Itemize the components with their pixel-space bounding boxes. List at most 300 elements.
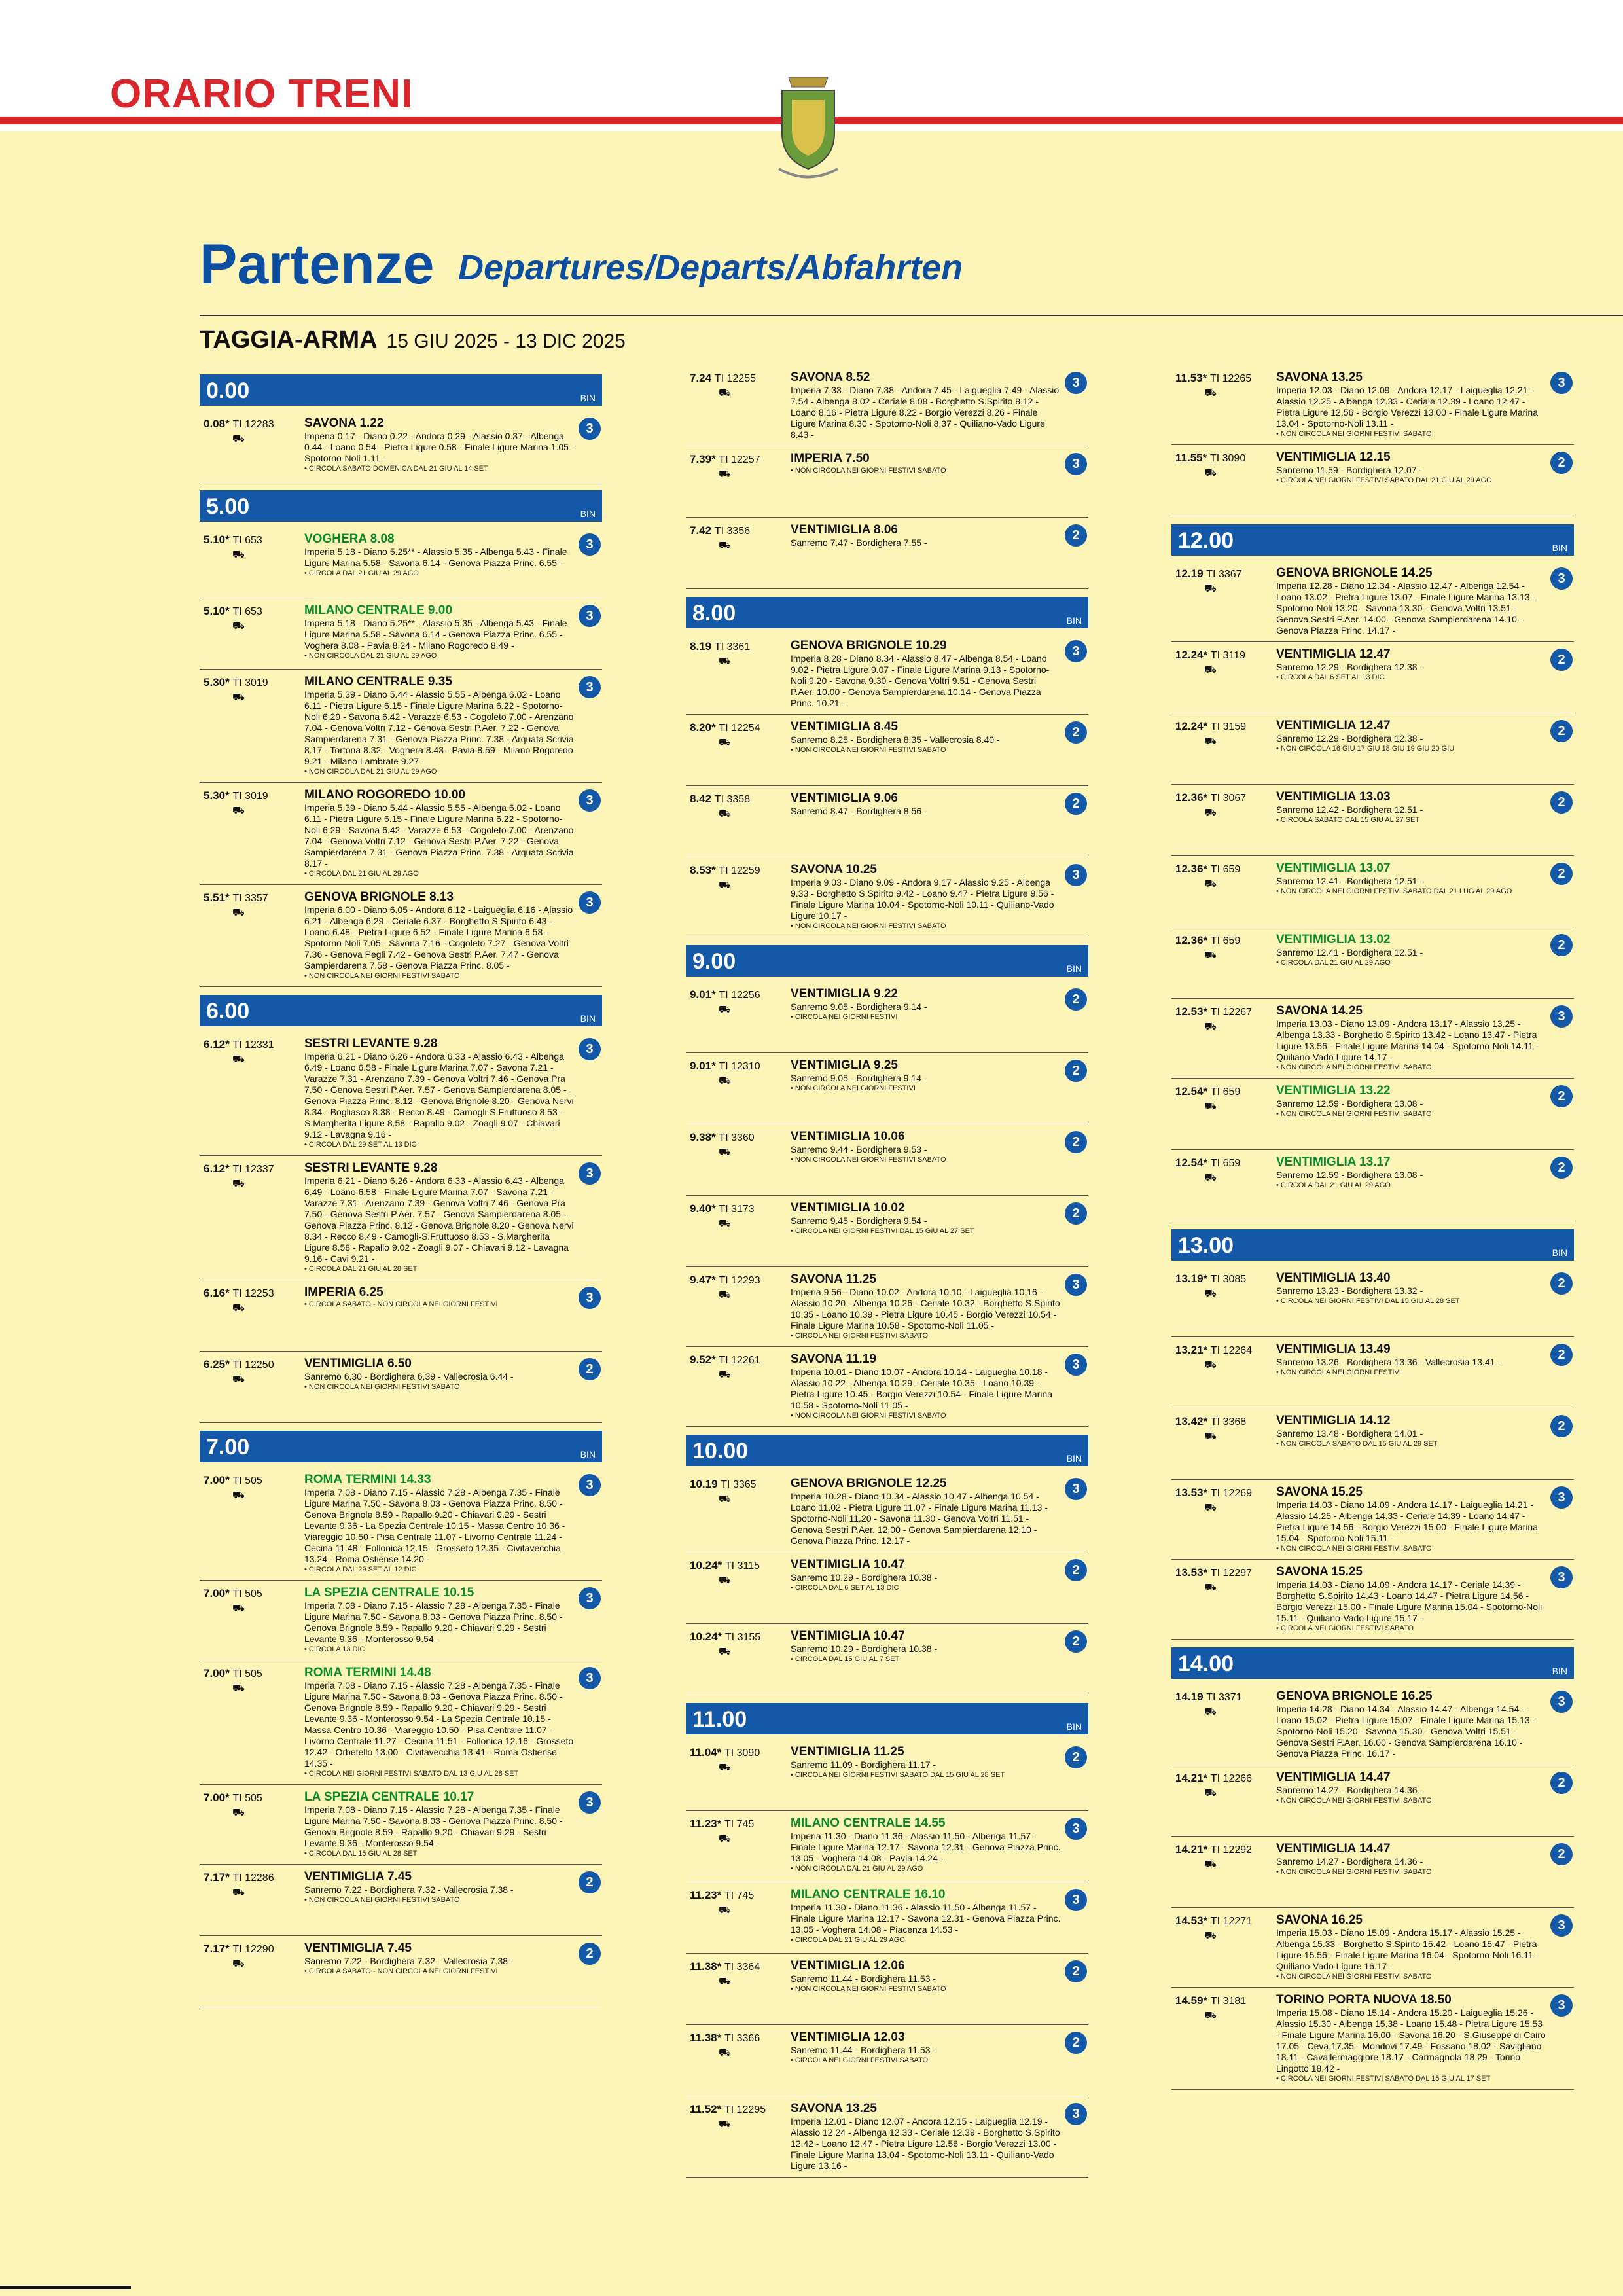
destination: ROMA TERMINI 14.33	[304, 1473, 431, 1486]
intermediate-stops: Sanremo 9.45 - Bordighera 9.54 -	[791, 1215, 927, 1226]
hour-header	[200, 490, 602, 522]
platform-badge: 2	[1065, 1630, 1087, 1653]
train-row	[1171, 1684, 1574, 1765]
train-number: TI 3371	[1206, 1692, 1242, 1703]
time-value: 9.01*	[690, 1060, 716, 1072]
platform-badge: 3	[579, 1287, 601, 1309]
train-category-icon: ⛟	[719, 656, 731, 667]
service-note: • CIRCOLA 13 DIC	[304, 1645, 365, 1653]
train-number: TI 12259	[719, 865, 760, 876]
service-note: • NON CIRCOLA NEI GIORNI FESTIVI SABATO	[1276, 1868, 1432, 1876]
destination: VENTIMIGLIA 12.03	[791, 2030, 905, 2044]
platform-badge: 3	[579, 1667, 601, 1689]
destination: MILANO CENTRALE 9.00	[304, 603, 452, 617]
platform-badge: 2	[1550, 1843, 1573, 1865]
departure-time	[690, 524, 750, 537]
train-number: TI 3090	[1209, 453, 1246, 464]
platform-badge: 3	[1065, 864, 1087, 886]
intermediate-stops: Imperia 9.03 - Diano 9.09 - Andora 9.17 - Alassio 9.25 - Albenga 9.33 - Borghetto S.Spirito 9.42 - Loano 9.47 - Pietra Ligure 9.56 - Finale Ligure Marina 10.04 - Spotorno-Noli 10.11 - Quiliano-Vado Ligure 10.17 -	[791, 877, 1054, 921]
intermediate-stops: Imperia 10.01 - Diano 10.07 - Andora 10.14 - Laigueglia 10.18 - Alassio 10.22 - Albenga 10.29 - Ceriale 10.35 - Loano 10.39 - Pietra Ligure 10.45 - Borgio Verezzi 10.54 - Finale Ligure Marina 10.58 - Spotorno-Noli 11.05 -	[791, 1367, 1052, 1410]
train-row	[686, 1196, 1088, 1267]
platform-column-label: BIN	[1066, 1453, 1082, 1463]
hour-header	[1171, 1647, 1574, 1679]
train-number: TI 12269	[1210, 1488, 1253, 1499]
destination: VENTIMIGLIA 12.47	[1276, 719, 1391, 732]
train-category-icon: ⛟	[232, 1178, 245, 1189]
train-number: TI 659	[1210, 935, 1241, 946]
time-value: 10.24*	[690, 1630, 722, 1643]
platform-badge: 3	[579, 418, 601, 440]
intermediate-stops: Sanremo 6.30 - Bordighera 6.39 - Vallecrosia 6.44 -	[304, 1371, 514, 1382]
destination: VENTIMIGLIA 11.25	[791, 1745, 904, 1759]
destination: VENTIMIGLIA 10.47	[791, 1558, 905, 1571]
platform-badge: 2	[1065, 721, 1087, 744]
train-number: TI 12256	[719, 990, 760, 1001]
departure-time	[1175, 720, 1246, 733]
platform-badge: 2	[1065, 1960, 1087, 1982]
intermediate-stops: Imperia 6.00 - Diano 6.05 - Andora 6.12 - Laigueglia 6.16 - Alassio 6.21 - Albenga 6.29 - Ceriale 6.37 - Borghetto S.Spirito 6.43 - Loano 6.48 - Pietra Ligure 6.52 - Finale Ligure Marina 6.58 - Spotorno-Noli 7.05 - Savona 7.16 - Cogoleto 7.27 - Genova Voltri 7.36 - Genova Pegli 7.42 - Genova Sestri P.Aer. 7.47 - Genova Sampierdarena 7.58 - Genova Piazza Princ. 8.05 -	[304, 905, 573, 971]
intermediate-stops: Sanremo 12.41 - Bordighera 12.51 -	[1276, 876, 1423, 886]
departure-time	[690, 864, 760, 877]
destination: VENTIMIGLIA 13.17	[1276, 1155, 1391, 1169]
platform-badge: 3	[1550, 1691, 1573, 1713]
hour-label: 7.00	[206, 1435, 250, 1460]
train-category-icon: ⛟	[719, 1004, 731, 1015]
train-row	[686, 1471, 1088, 1552]
train-row	[1171, 642, 1574, 713]
intermediate-stops: Sanremo 9.44 - Bordighera 9.53 -	[791, 1144, 927, 1155]
departure-time	[1175, 1772, 1252, 1785]
train-number: TI 3090	[724, 1748, 760, 1759]
time-value: 5.10*	[204, 533, 230, 546]
train-row	[1171, 785, 1574, 856]
time-value: 12.36*	[1175, 791, 1208, 804]
platform-column-label: BIN	[1552, 1247, 1567, 1258]
train-number: TI 12253	[232, 1288, 274, 1299]
time-value: 12.54*	[1175, 1157, 1208, 1169]
service-note: • NON CIRCOLA DAL 21 GIU AL 29 AGO	[304, 652, 437, 660]
departure-time	[1175, 791, 1246, 804]
platform-badge: 3	[579, 676, 601, 698]
train-number: TI 659	[1210, 1086, 1241, 1098]
time-value: 9.47*	[690, 1274, 716, 1286]
intermediate-stops: Sanremo 8.25 - Bordighera 8.35 - Vallecrosia 8.40 -	[791, 734, 1000, 745]
platform-badge: 3	[1550, 567, 1573, 590]
platform-badge: 3	[579, 605, 601, 627]
hour-header	[686, 1435, 1088, 1466]
platform-badge: 2	[1550, 1415, 1573, 1437]
train-row	[1171, 445, 1574, 516]
departure-time	[690, 640, 750, 653]
platform-column-label: BIN	[580, 1013, 596, 1024]
platform-badge: 3	[1550, 1005, 1573, 1028]
departure-time	[690, 1960, 760, 1973]
destination: SAVONA 16.25	[1276, 1913, 1363, 1927]
train-category-icon: ⛟	[719, 737, 731, 748]
time-value: 7.00*	[204, 1667, 230, 1679]
departure-time	[690, 1202, 755, 1215]
train-row	[200, 527, 602, 598]
train-number: TI 3085	[1210, 1274, 1247, 1285]
train-number: TI 12250	[232, 1359, 274, 1371]
train-category-icon: ⛟	[719, 1289, 731, 1300]
service-note: • CIRCOLA SABATO DAL 15 GIU AL 27 SET	[1276, 816, 1420, 824]
train-number: TI 3115	[724, 1560, 760, 1571]
platform-badge: 3	[1065, 1274, 1087, 1296]
intermediate-stops: Imperia 10.28 - Diano 10.34 - Alassio 10.47 - Albenga 10.54 - Loano 11.02 - Pietra Ligure 11.07 - Finale Ligure Marina 11.13 - Spotorno-Noli 11.20 - Savona 11.30 - Genova Voltri 11.51 - Genova Sestri P.Aer. 12.00 - Genova Sampierdarena 12.10 - Genova Piazza Princ. 12.17 -	[791, 1491, 1048, 1546]
destination: VENTIMIGLIA 6.50	[304, 1357, 412, 1371]
time-value: 9.52*	[690, 1354, 716, 1366]
service-note: • NON CIRCOLA 16 GIU 17 GIU 18 GIU 19 GIU 20 GIU	[1276, 745, 1455, 753]
departure-time	[690, 1354, 760, 1367]
departure-time	[1175, 1691, 1242, 1704]
destination: VENTIMIGLIA 13.03	[1276, 790, 1391, 804]
time-value: 14.19	[1175, 1691, 1204, 1703]
time-value: 11.38*	[690, 2032, 722, 2044]
platform-badge: 2	[1550, 452, 1573, 474]
train-number: TI 3361	[714, 641, 751, 653]
platform-badge: 2	[1065, 1746, 1087, 1768]
platform-badge: 2	[1065, 524, 1087, 547]
time-value: 7.24	[690, 372, 712, 384]
platform-badge: 2	[1550, 863, 1573, 885]
time-value: 12.36*	[1175, 863, 1208, 875]
time-value: 0.08*	[204, 418, 230, 430]
departure-time	[690, 453, 760, 466]
hour-header	[1171, 1229, 1574, 1261]
train-row	[200, 411, 602, 482]
departure-time	[1175, 1914, 1252, 1928]
train-number: TI 505	[232, 1793, 262, 1804]
destination: VENTIMIGLIA 14.47	[1276, 1770, 1391, 1784]
destination: VENTIMIGLIA 12.15	[1276, 450, 1391, 464]
train-category-icon: ⛟	[1204, 1288, 1217, 1299]
platform-badge: 3	[579, 1162, 601, 1185]
train-number: TI 12254	[719, 723, 760, 734]
time-value: 14.21*	[1175, 1843, 1208, 1856]
time-value: 12.36*	[1175, 934, 1208, 946]
platform-badge: 2	[579, 1871, 601, 1893]
destination: VENTIMIGLIA 8.45	[791, 720, 898, 734]
train-row	[200, 1156, 602, 1280]
service-note: • NON CIRCOLA NEI GIORNI FESTIVI SABATO	[791, 1412, 946, 1420]
train-row	[686, 982, 1088, 1053]
intermediate-stops: Sanremo 14.27 - Bordighera 14.36 -	[1276, 1785, 1423, 1795]
train-row	[686, 446, 1088, 518]
train-number: TI 12283	[232, 419, 274, 430]
platform-badge: 3	[1065, 372, 1087, 394]
departure-time	[1175, 372, 1251, 385]
train-row	[686, 1954, 1088, 2025]
hour-label: 0.00	[206, 378, 250, 403]
departure-time	[690, 793, 750, 806]
intermediate-stops: Imperia 12.28 - Diano 12.34 - Alassio 12.47 - Albenga 12.54 - Loano 13.02 - Pietra Ligure 13.07 - Finale Ligure Marina 13.13 - Spotorno-Noli 13.20 - Savona 13.30 - Genova Voltri 13.51 - Genova Sestri P.Aer. 14.00 - Genova Sampierdarena 14.10 - Genova Piazza Princ. 14.17 -	[1276, 581, 1536, 636]
brand-title: ORARIO TRENI	[110, 71, 414, 117]
train-category-icon: ⛟	[1204, 664, 1217, 675]
service-note: • CIRCOLA DAL 29 SET AL 12 DIC	[304, 1566, 417, 1573]
train-number: TI 3019	[232, 677, 268, 689]
time-value: 13.53*	[1175, 1486, 1208, 1499]
train-row	[686, 365, 1088, 446]
destination: VENTIMIGLIA 14.12	[1276, 1414, 1391, 1427]
time-value: 7.39*	[690, 453, 716, 465]
platform-badge: 3	[579, 1587, 601, 1609]
train-row	[686, 1347, 1088, 1427]
train-number: TI 3357	[232, 893, 268, 904]
intermediate-stops: Imperia 11.30 - Diano 11.36 - Alassio 11.50 - Albenga 11.57 - Finale Ligure Marina 12.17 - Savona 12.31 - Genova Piazza Princ. 13.05 - Voghera 14.08 - Pavia 14.24 -	[791, 1831, 1061, 1863]
intermediate-stops: Imperia 7.08 - Diano 7.15 - Alassio 7.28 - Albenga 7.35 - Finale Ligure Marina 7.50 - Savona 8.03 - Genova Piazza Princ. 8.50 - Genova Brignole 8.59 - Rapallo 9.20 - Chiavari 9.29 - Sestri Levante 9.36 - Monterosso 9.54 -	[304, 1600, 563, 1644]
service-note: • NON CIRCOLA NEI GIORNI FESTIVI SABATO	[304, 1896, 460, 1904]
intermediate-stops: Sanremo 8.47 - Bordighera 8.56 -	[791, 806, 927, 816]
train-number: TI 3364	[724, 1962, 760, 1973]
train-category-icon: ⛟	[1204, 1787, 1217, 1799]
intermediate-stops: Sanremo 9.05 - Bordighera 9.14 -	[791, 1073, 927, 1083]
time-value: 11.38*	[690, 1960, 722, 1973]
train-category-icon: ⛟	[719, 1646, 731, 1657]
train-number: TI 3360	[719, 1132, 755, 1143]
intermediate-stops: Imperia 7.08 - Diano 7.15 - Alassio 7.28 - Albenga 7.35 - Finale Ligure Marina 7.50 - Savona 8.03 - Genova Piazza Princ. 8.50 - Genova Brignole 8.59 - Rapallo 9.20 - Chiavari 9.29 - Sestri Levante 9.36 - Monterosso 9.54 - La Spezia Centrale 10.15 - Massa Centro 10.36 - Viareggio 10.50 - Pisa Centrale 11.07 - Livorno Centrale 11.27 - Cecina 11.51 - Follonica 12.16 - Grosseto 12.42 - Orbetello 13.00 - Civitavecchia 13.41 - Roma Ostiense 14.35 -	[304, 1680, 574, 1768]
destination: MILANO CENTRALE 14.55	[791, 1816, 946, 1830]
intermediate-stops: Imperia 11.30 - Diano 11.36 - Alassio 11.50 - Albenga 11.57 - Finale Ligure Marina 12.17 - Savona 12.31 - Genova Piazza Princ. 13.05 - Voghera 14.08 - Piacenza 14.53 -	[791, 1902, 1061, 1935]
service-note: • CIRCOLA NEI GIORNI FESTIVI SABATO DAL 21 GIU AL 29 AGO	[1276, 476, 1492, 484]
time-value: 13.21*	[1175, 1344, 1208, 1356]
service-note: • NON CIRCOLA NEI GIORNI FESTIVI SABATO	[1276, 1973, 1432, 1981]
train-category-icon: ⛟	[232, 1302, 245, 1314]
train-row	[686, 2025, 1088, 2096]
time-value: 8.19	[690, 640, 712, 653]
service-note: • NON CIRCOLA NEI GIORNI FESTIVI SABATO	[1276, 1064, 1432, 1071]
platform-badge: 3	[1065, 1354, 1087, 1376]
train-row	[686, 1624, 1088, 1695]
service-note: • NON CIRCOLA NEI GIORNI FESTIVI	[1276, 1369, 1401, 1376]
destination: GENOVA BRIGNOLE 16.25	[1276, 1689, 1433, 1703]
train-row	[200, 1467, 602, 1581]
time-value: 8.53*	[690, 864, 716, 876]
platform-badge: 2	[1065, 1060, 1087, 1082]
train-category-icon: ⛟	[719, 1762, 731, 1773]
train-row	[686, 857, 1088, 937]
platform-badge: 3	[1550, 1486, 1573, 1509]
service-note: • NON CIRCOLA NEI GIORNI FESTIVI SABATO	[1276, 1545, 1432, 1552]
train-number: TI 653	[232, 535, 262, 546]
service-note: • NON CIRCOLA NEI GIORNI FESTIVI SABATO	[304, 1383, 460, 1391]
time-value: 6.12*	[204, 1162, 230, 1175]
destination: SAVONA 14.25	[1276, 1004, 1363, 1018]
service-note: • NON CIRCOLA NEI GIORNI FESTIVI SABATO	[1276, 1110, 1432, 1118]
hour-label: 5.00	[206, 494, 250, 519]
train-category-icon: ⛟	[1204, 1101, 1217, 1112]
platform-column-label: BIN	[1066, 615, 1082, 626]
destination: GENOVA BRIGNOLE 10.29	[791, 639, 947, 653]
platform-badge: 2	[1550, 720, 1573, 742]
destination: GENOVA BRIGNOLE 8.13	[304, 890, 454, 904]
service-note: • CIRCOLA SABATO - NON CIRCOLA NEI GIORNI FESTIVI	[304, 1967, 498, 1975]
service-note: • NON CIRCOLA NEI GIORNI FESTIVI SABATO	[791, 746, 946, 754]
platform-badge: 2	[1550, 1157, 1573, 1179]
time-value: 7.00*	[204, 1587, 230, 1600]
train-row	[686, 1267, 1088, 1347]
train-row	[200, 1031, 602, 1156]
page-subtitle: Departures/Departs/Abfahrten	[458, 248, 963, 287]
station-name: TAGGIA-ARMA	[200, 326, 378, 353]
destination: SAVONA 13.25	[1276, 370, 1363, 384]
departure-time	[204, 1162, 274, 1175]
hour-label: 13.00	[1178, 1233, 1234, 1258]
destination: VENTIMIGLIA 10.06	[791, 1130, 905, 1143]
intermediate-stops: Sanremo 7.47 - Bordighera 7.55 -	[791, 537, 927, 548]
time-value: 11.04*	[690, 1746, 722, 1759]
train-category-icon: ⛟	[719, 1833, 731, 1844]
train-category-icon: ⛟	[719, 1494, 731, 1505]
platform-badge: 2	[1550, 649, 1573, 671]
service-note: • NON CIRCOLA DAL 21 GIU AL 29 AGO	[791, 1865, 923, 1873]
train-row	[1171, 713, 1574, 785]
service-note: • CIRCOLA SABATO - NON CIRCOLA NEI GIORNI FESTIVI	[304, 1300, 498, 1308]
platform-badge: 3	[1065, 1478, 1087, 1500]
service-note: • CIRCOLA NEI GIORNI FESTIVI DAL 15 GIU AL 28 SET	[1276, 1297, 1460, 1305]
train-row	[686, 1053, 1088, 1124]
time-value: 7.17*	[204, 1871, 230, 1884]
intermediate-stops: Sanremo 12.41 - Bordighera 12.51 -	[1276, 947, 1423, 958]
train-row	[1171, 1480, 1574, 1560]
train-number: TI 659	[1210, 864, 1241, 875]
train-category-icon: ⛟	[232, 1490, 245, 1501]
platform-badge: 2	[1550, 934, 1573, 956]
train-category-icon: ⛟	[232, 1807, 245, 1818]
service-note: • CIRCOLA DAL 21 GIU AL 29 AGO	[304, 870, 419, 878]
train-row	[686, 634, 1088, 715]
train-row	[686, 786, 1088, 857]
platform-badge: 2	[1550, 1085, 1573, 1107]
time-value: 9.38*	[690, 1131, 716, 1143]
platform-column-label: BIN	[1552, 1666, 1567, 1676]
time-value: 10.19	[690, 1478, 718, 1490]
time-value: 6.16*	[204, 1287, 230, 1299]
intermediate-stops: Imperia 7.08 - Diano 7.15 - Alassio 7.28 - Albenga 7.35 - Finale Ligure Marina 7.50 - Savona 8.03 - Genova Piazza Princ. 8.50 - Genova Brignole 8.59 - Rapallo 9.20 - Chiavari 9.29 - Sestri Levante 9.36 - La Spezia Centrale 10.15 - Massa Centro 10.36 - Viareggio 10.50 - Pisa Centrale 11.07 - Livorno Centrale 11.24 - Cecina 11.48 - Follonica 12.15 - Grosseto 12.35 - Civitavecchia 13.24 - Roma Ostiense 14.20 -	[304, 1487, 565, 1564]
train-row	[200, 783, 602, 885]
train-row	[1171, 365, 1574, 445]
departure-time	[204, 1287, 274, 1300]
time-value: 5.51*	[204, 891, 230, 904]
platform-badge: 3	[1550, 1994, 1573, 2017]
platform-column-label: BIN	[580, 509, 596, 519]
time-value: 11.52*	[690, 2103, 722, 2115]
timetable-column-2	[686, 365, 1088, 2178]
departure-time	[1175, 452, 1245, 465]
intermediate-stops: Imperia 5.18 - Diano 5.25** - Alassio 5.35 - Albenga 5.43 - Finale Ligure Marina 5.58 - Savona 6.14 - Genova Piazza Princ. 6.55 - Voghera 8.08 - Pavia 8.24 - Milano Rogoredo 8.49 -	[304, 618, 567, 651]
train-number: TI 12267	[1210, 1007, 1253, 1018]
time-value: 13.42*	[1175, 1415, 1208, 1427]
departure-time	[204, 1587, 262, 1600]
train-row	[1171, 1765, 1574, 1837]
time-value: 14.59*	[1175, 1994, 1208, 2007]
platform-column-label: BIN	[1066, 1721, 1082, 1732]
intermediate-stops: Imperia 12.01 - Diano 12.07 - Andora 12.15 - Laigueglia 12.19 - Alassio 12.24 - Albenga 12.33 - Ceriale 12.39 - Borghetto S.Spirito 12.42 - Loano 12.47 - Pietra Ligure 12.56 - Borgio Verezzi 13.00 - Finale Ligure Marina 13.04 - Spotorno-Noli 13.11 - Quiliano-Vado Ligure 13.16 -	[791, 2116, 1060, 2171]
platform-badge: 3	[579, 891, 601, 914]
train-category-icon: ⛟	[719, 880, 731, 891]
intermediate-stops: Imperia 12.03 - Diano 12.09 - Andora 12.17 - Laigueglia 12.21 - Alassio 12.25 - Albenga 12.33 - Ceriale 12.39 - Loano 12.47 - Pietra Ligure 12.56 - Borgio Verezzi 13.00 - Finale Ligure Marina 13.04 - Spotorno-Noli 13.11 -	[1276, 385, 1538, 429]
platform-badge: 2	[1550, 1272, 1573, 1295]
train-row	[1171, 1837, 1574, 1908]
service-note: • NON CIRCOLA NEI GIORNI FESTIVI SABATO	[791, 1156, 946, 1164]
platform-badge: 2	[579, 1358, 601, 1380]
intermediate-stops: Sanremo 10.29 - Bordighera 10.38 -	[791, 1643, 938, 1654]
platform-badge: 2	[1065, 1131, 1087, 1153]
intermediate-stops: Imperia 6.21 - Diano 6.26 - Andora 6.33 - Alassio 6.43 - Albenga 6.49 - Loano 6.58 - Finale Ligure Marina 7.07 - Savona 7.21 - Varazze 7.31 - Arenzano 7.39 - Genova Voltri 7.46 - Genova Pra 7.50 - Genova Sestri P.Aer. 7.57 - Genova Sampierdarena 8.05 - Genova Piazza Princ. 8.12 - Genova Brignole 8.20 - Genova Nervi 8.34 - Bogliasco 8.38 - Recco 8.49 - Camogli-S.Fruttuoso 8.53 - S.Margherita Ligure 8.58 - Rapallo 9.02 - Zoagli 9.07 - Chiavari 9.12 - Lavagna 9.16 -	[304, 1051, 574, 1139]
title-divider	[200, 315, 1623, 316]
train-number: TI 3368	[1210, 1416, 1247, 1427]
train-row	[200, 1581, 602, 1660]
hour-label: 11.00	[692, 1707, 747, 1732]
time-value: 7.17*	[204, 1943, 230, 1955]
intermediate-stops: Sanremo 9.05 - Bordighera 9.14 -	[791, 1001, 927, 1012]
train-row	[200, 1785, 602, 1865]
time-value: 13.19*	[1175, 1272, 1208, 1285]
service-note: • CIRCOLA NEI GIORNI FESTIVI SABATO	[1276, 1624, 1414, 1632]
service-note: • CIRCOLA DAL 21 GIU AL 29 AGO	[791, 1936, 905, 1944]
departure-time	[690, 988, 760, 1001]
platform-badge: 3	[1065, 1818, 1087, 1840]
destination: VENTIMIGLIA 13.22	[1276, 1084, 1391, 1098]
train-number: TI 3159	[1210, 721, 1247, 732]
hour-header	[686, 945, 1088, 977]
platform-badge: 3	[579, 1038, 601, 1060]
train-number: TI 12257	[719, 454, 760, 465]
train-category-icon: ⛟	[1204, 807, 1217, 818]
intermediate-stops: Imperia 6.21 - Diano 6.26 - Andora 6.33 - Alassio 6.43 - Albenga 6.49 - Loano 6.58 - Finale Ligure Marina 7.07 - Savona 7.21 - Varazze 7.31 - Arenzano 7.39 - Genova Voltri 7.46 - Genova Pra 7.50 - Genova Sestri P.Aer. 7.57 - Genova Sampierdarena 8.05 - Genova Piazza Princ. 8.12 - Genova Brignole 8.20 - Genova Nervi 8.34 - Recco 8.49 - Camogli-S.Fruttuoso 8.53 - S.Margherita Ligure 8.58 - Rapallo 9.02 - Zoagli 9.07 - Chiavari 9.12 - Lavagna 9.16 - Cavi 9.21 -	[304, 1175, 574, 1264]
intermediate-stops: Imperia 5.39 - Diano 5.44 - Alassio 5.55 - Albenga 6.02 - Loano 6.11 - Pietra Ligure 6.15 - Finale Ligure Marina 6.22 - Spotorno-Noli 6.29 - Savona 6.42 - Varazze 6.53 - Cogoleto 7.00 - Arenzano 7.04 - Genova Voltri 7.12 - Genova Sestri P.Aer. 7.22 - Genova Sampierdarena 7.31 - Genova Piazza Princ. 7.38 - Arquata Scrivia 8.17 - Tortona 8.32 - Voghera 8.43 - Pavia 8.59 - Milano Rogoredo 9.21 - Milano Lambrate 9.27 -	[304, 689, 574, 766]
departure-time	[690, 1889, 754, 1902]
platform-badge: 2	[1065, 988, 1087, 1011]
train-number: TI 653	[232, 606, 262, 617]
train-number: TI 3356	[714, 526, 751, 537]
timetable-column-3	[1171, 365, 1574, 2090]
train-category-icon: ⛟	[719, 1147, 731, 1158]
train-category-icon: ⛟	[1204, 583, 1217, 594]
departure-time	[204, 1474, 262, 1487]
departure-time	[690, 2103, 766, 2116]
station-heading	[200, 326, 626, 354]
train-category-icon: ⛟	[1204, 467, 1217, 478]
train-category-icon: ⛟	[1204, 2010, 1217, 2021]
departure-time	[690, 1746, 760, 1759]
hour-header	[1171, 524, 1574, 556]
service-note: • CIRCOLA NEI GIORNI FESTIVI DAL 15 GIU AL 27 SET	[791, 1227, 974, 1235]
service-note: • CIRCOLA DAL 6 SET AL 13 DIC	[791, 1584, 899, 1592]
departure-time	[690, 1818, 754, 1831]
train-row	[1171, 927, 1574, 999]
service-note: • CIRCOLA SABATO DOMENICA DAL 21 GIU AL 14 SET	[304, 465, 488, 473]
train-number: TI 12261	[719, 1355, 760, 1366]
destination: VENTIMIGLIA 13.02	[1276, 933, 1391, 946]
departure-time	[690, 1131, 755, 1144]
train-row	[1171, 561, 1574, 642]
hour-header	[200, 1431, 602, 1462]
service-note: • NON CIRCOLA DAL 21 GIU AL 29 AGO	[304, 768, 437, 776]
time-value: 6.25*	[204, 1358, 230, 1371]
departure-time	[1175, 934, 1240, 947]
train-category-icon: ⛟	[1204, 1582, 1217, 1593]
hour-label: 9.00	[692, 949, 736, 974]
train-category-icon: ⛟	[232, 433, 245, 444]
destination: VENTIMIGLIA 7.45	[304, 1941, 412, 1955]
departure-time	[204, 676, 268, 689]
time-value: 6.12*	[204, 1038, 230, 1050]
train-row	[1171, 1408, 1574, 1480]
train-row	[1171, 856, 1574, 927]
intermediate-stops: Imperia 0.17 - Diano 0.22 - Andora 0.29 - Alassio 0.37 - Albenga 0.44 - Loano 0.54 - Pietra Ligure 0.58 - Finale Ligure Marina 1.05 - Spotorno-Noli 1.11 -	[304, 431, 575, 463]
platform-badge: 3	[1065, 453, 1087, 475]
